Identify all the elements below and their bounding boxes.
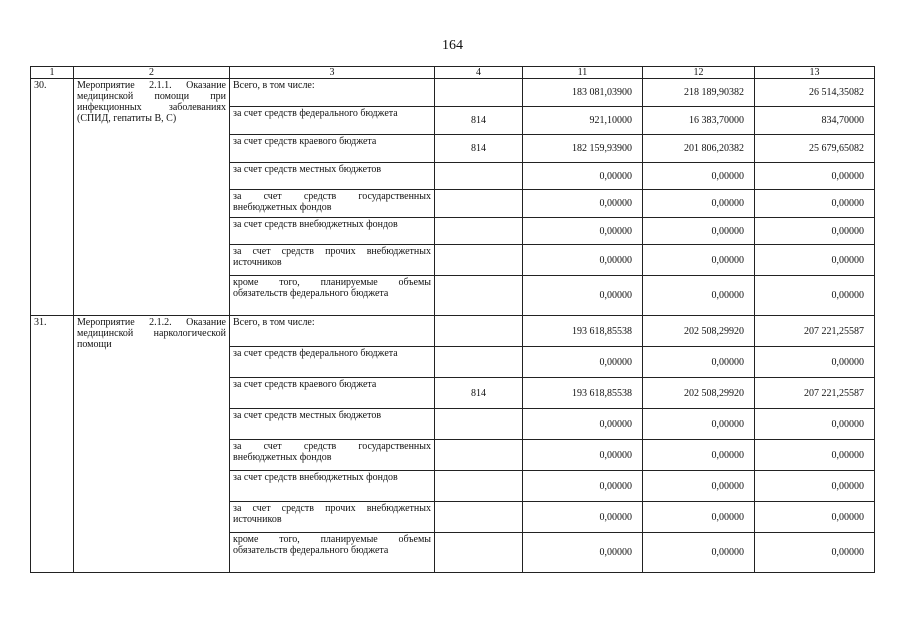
value-col-11: 0,00000: [523, 502, 643, 533]
header-cell: 11: [523, 67, 643, 79]
value-col-11: 0,00000: [523, 471, 643, 502]
value-col-12: 0,00000: [643, 190, 755, 218]
value-col-12: 0,00000: [643, 163, 755, 190]
funding-source: за счет средств прочих внебюджетных источников: [230, 502, 435, 533]
value-col-13: 0,00000: [755, 440, 875, 471]
budget-table: [30, 66, 875, 573]
table-row: [31, 316, 875, 347]
value-col-12: 16 383,70000: [643, 107, 755, 135]
value-col-12: 0,00000: [643, 440, 755, 471]
value-col-12: 0,00000: [643, 409, 755, 440]
value-col-12: 0,00000: [643, 502, 755, 533]
header-cell: 3: [230, 67, 435, 79]
budget-code: [435, 502, 523, 533]
budget-code: [435, 218, 523, 245]
page-number: 164: [442, 38, 463, 53]
value-col-11: 0,00000: [523, 245, 643, 276]
funding-source: за счет средств государственных внебюджетных фондов: [230, 190, 435, 218]
value-col-13: 0,00000: [755, 190, 875, 218]
value-col-13: 0,00000: [755, 533, 875, 573]
funding-source: за счет средств внебюджетных фондов: [230, 471, 435, 502]
value-col-13: 0,00000: [755, 471, 875, 502]
value-col-13: 0,00000: [755, 218, 875, 245]
budget-code: [435, 163, 523, 190]
value-col-11: 182 159,93900: [523, 135, 643, 163]
value-col-13: 207 221,25587: [755, 316, 875, 347]
funding-source: кроме того, планируемые объемы обязательств федерального бюджета: [230, 276, 435, 316]
value-col-11: 0,00000: [523, 276, 643, 316]
value-col-12: 201 806,20382: [643, 135, 755, 163]
funding-source: за счет средств местных бюджетов: [230, 409, 435, 440]
value-col-11: 0,00000: [523, 218, 643, 245]
value-col-12: 0,00000: [643, 471, 755, 502]
value-col-12: 0,00000: [643, 218, 755, 245]
value-col-12: 202 508,29920: [643, 378, 755, 409]
value-col-12: 0,00000: [643, 347, 755, 378]
value-col-13: 0,00000: [755, 347, 875, 378]
funding-source: Всего, в том числе:: [230, 316, 435, 347]
header-cell: 4: [435, 67, 523, 79]
value-col-13: 0,00000: [755, 245, 875, 276]
value-col-13: 25 679,65082: [755, 135, 875, 163]
header-cell: 2: [74, 67, 230, 79]
value-col-13: 0,00000: [755, 409, 875, 440]
budget-code: [435, 409, 523, 440]
value-col-13: 0,00000: [755, 502, 875, 533]
budget-code: [435, 316, 523, 347]
budget-code: [435, 347, 523, 378]
funding-source: кроме того, планируемые объемы обязательств федерального бюджета: [230, 533, 435, 573]
funding-source: за счет средств краевого бюджета: [230, 378, 435, 409]
value-col-11: 0,00000: [523, 533, 643, 573]
budget-code: 814: [435, 107, 523, 135]
value-col-11: 183 081,03900: [523, 79, 643, 107]
budget-code: [435, 190, 523, 218]
budget-code: [435, 440, 523, 471]
funding-source: за счет средств прочих внебюджетных источников: [230, 245, 435, 276]
budget-code: 814: [435, 135, 523, 163]
funding-source: за счет средств федерального бюджета: [230, 347, 435, 378]
activity-title: Мероприятие 2.1.1. Оказание медицинской помощи при инфекционных заболеваниях (СПИД, гепатиты В, С): [74, 79, 230, 316]
budget-code: [435, 533, 523, 573]
budget-code: [435, 79, 523, 107]
value-col-11: 0,00000: [523, 440, 643, 471]
budget-code: [435, 471, 523, 502]
budget-code: [435, 276, 523, 316]
row-index: 31.: [31, 316, 74, 573]
budget-code: [435, 245, 523, 276]
value-col-12: 0,00000: [643, 533, 755, 573]
value-col-13: 26 514,35082: [755, 79, 875, 107]
funding-source: за счет средств краевого бюджета: [230, 135, 435, 163]
value-col-11: 193 618,85538: [523, 316, 643, 347]
value-col-12: 0,00000: [643, 245, 755, 276]
funding-source: за счет средств государственных внебюджетных фондов: [230, 440, 435, 471]
funding-source: за счет средств внебюджетных фондов: [230, 218, 435, 245]
funding-source: Всего, в том числе:: [230, 79, 435, 107]
value-col-13: 0,00000: [755, 163, 875, 190]
funding-source: за счет средств федерального бюджета: [230, 107, 435, 135]
table-row: [31, 79, 875, 107]
value-col-12: 202 508,29920: [643, 316, 755, 347]
value-col-12: 0,00000: [643, 276, 755, 316]
value-col-13: 0,00000: [755, 276, 875, 316]
value-col-13: 834,70000: [755, 107, 875, 135]
value-col-11: 0,00000: [523, 409, 643, 440]
value-col-11: 0,00000: [523, 163, 643, 190]
activity-title: Мероприятие 2.1.2. Оказание медицинской наркологической помощи: [74, 316, 230, 573]
header-cell: 12: [643, 67, 755, 79]
value-col-13: 207 221,25587: [755, 378, 875, 409]
value-col-12: 218 189,90382: [643, 79, 755, 107]
budget-code: 814: [435, 378, 523, 409]
header-row: [31, 67, 875, 79]
funding-source: за счет средств местных бюджетов: [230, 163, 435, 190]
value-col-11: 0,00000: [523, 190, 643, 218]
value-col-11: 193 618,85538: [523, 378, 643, 409]
header-cell: 1: [31, 67, 74, 79]
value-col-11: 921,10000: [523, 107, 643, 135]
row-index: 30.: [31, 79, 74, 316]
header-cell: 13: [755, 67, 875, 79]
value-col-11: 0,00000: [523, 347, 643, 378]
